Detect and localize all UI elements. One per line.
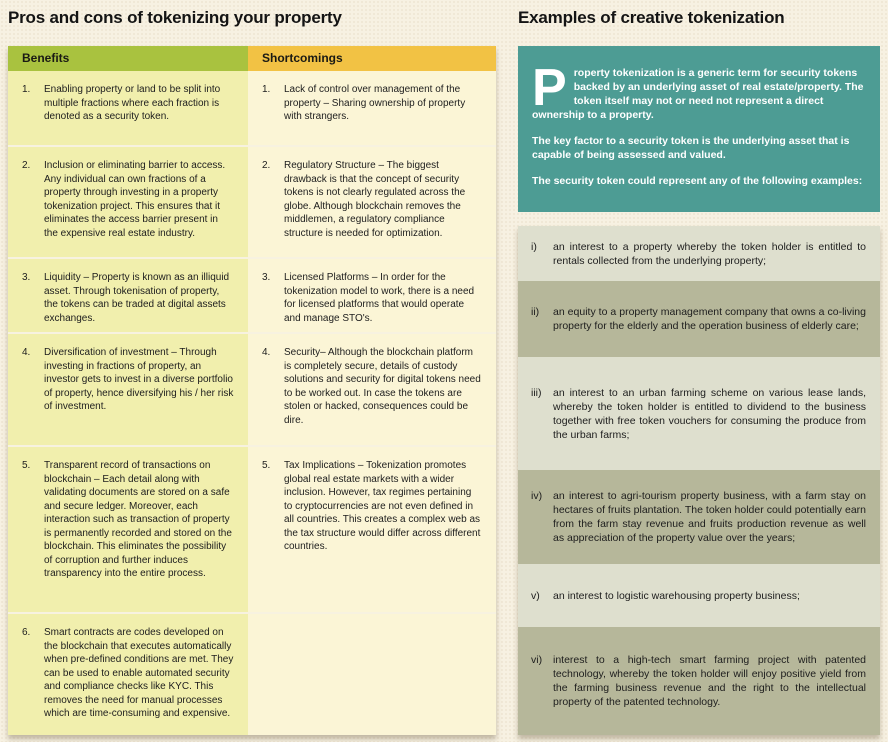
example-text: an interest to an urban farming scheme on various lease lands, whereby the token holder is entitled to dividend to the business together with free token vouchers for consuming the produce from the urban farms; [553, 386, 866, 441]
item-number: 6. [22, 627, 31, 638]
intro-card [518, 46, 880, 212]
item-number: 4. [262, 347, 271, 358]
item-number: 1. [262, 84, 271, 95]
shortcoming-cell [248, 71, 496, 145]
item-number: 4. [22, 347, 31, 358]
example-number: iv) [531, 490, 543, 502]
example-item [518, 627, 880, 735]
shortcoming-cell [248, 259, 496, 332]
example-number: v) [531, 589, 540, 602]
benefit-cell [8, 334, 248, 445]
table-row [8, 612, 496, 735]
benefits-header: Benefits [8, 46, 248, 71]
example-text: an equity to a property management company that owns a co-living property for the elderly and the operation business of elderly care; [553, 306, 866, 332]
item-number: 5. [262, 460, 271, 471]
item-number: 5. [22, 460, 31, 471]
item-number: 3. [22, 272, 31, 283]
table-row [8, 332, 496, 445]
item-number: 1. [22, 84, 31, 95]
examples-title: Examples of creative tokenization [518, 8, 785, 27]
benefit-text: Transparent record of transactions on blockchain – Each detail along with validating documents are stored on a safe and secure ledger. Moreover, each interaction such as transaction of property is permanently recorded and stored on the blockchain. This eliminates the possibility of corruption and further induces transparency into the entire process. [44, 460, 232, 579]
table-row [8, 71, 496, 145]
shortcoming-text: Licensed Platforms – In order for the tokenization model to work, there is a need for licensed platforms that would operate and manage STO's. [284, 272, 475, 324]
benefit-text: Smart contracts are codes developed on the blockchain that executes automatically when pre-defined conditions are met. They can be used to enable automated security and compliance checks like KYC. This removes the need for manual processes which are time-consuming and expensive. [44, 627, 234, 719]
benefit-text: Diversification of investment – Through investing in fractions of property, an investor gets to invest in a diverse portfolio of property, hence diversifying his / her risk of investment. [44, 347, 234, 412]
example-item [518, 564, 880, 627]
example-text: an interest to a property whereby the token holder is entitled to rentals collected from the underlying property; [553, 240, 866, 267]
example-text: an interest to logistic warehousing property business; [553, 589, 800, 602]
item-number: 2. [22, 160, 31, 171]
benefit-text: Inclusion or eliminating barrier to access. Any individual can own fractions of a property through investing in a property tokenization project. This ensures that it eliminates the access barrier present in the expensive real estate industry. [44, 160, 226, 239]
benefit-text: Liquidity – Property is known as an illiquid asset. Through tokenisation of property, the tokens can be traded at digital assets exchanges. [44, 272, 230, 324]
shortcoming-text: Lack of control over management of the property – Sharing ownership of property with strangers. [284, 84, 466, 122]
example-number: iii) [531, 386, 542, 399]
benefit-cell [8, 614, 248, 735]
example-item [518, 281, 880, 357]
benefit-cell [8, 147, 248, 257]
benefit-cell [8, 259, 248, 332]
example-number: ii) [531, 306, 540, 318]
example-text: interest to a high-tech smart farming project with patented technology, whereby the token holder will enjoy positive yield from the farming business revenue and the right to the intellectual property of the patented technology. [553, 654, 866, 708]
table-row [8, 257, 496, 332]
intro-paragraph-3: The security token could represent any of the following examples: [532, 175, 863, 187]
shortcomings-header: Shortcomings [248, 46, 496, 71]
example-number: vi) [531, 654, 543, 666]
pros-cons-title: Pros and cons of tokenizing your property [8, 8, 342, 27]
benefit-cell [8, 71, 248, 145]
example-item [518, 470, 880, 564]
intro-paragraph-1: roperty tokenization is a generic term for security tokens backed by an underlying asset of real estate/property. The token itself may not or need not represent a direct ownership to a property. [532, 67, 864, 121]
intro-paragraph-2: The key factor to a security token is the underlying asset that is capable of being assessed and valued. [532, 135, 850, 161]
table-row [8, 145, 496, 257]
example-text: an interest to agri-tourism property business, with a farm stay on hectares of fruits plantation. The token holder could potentially earn from the farm stay revenue and fruits production revenue as well as appreciation of the property value over the years; [553, 490, 866, 544]
example-item [518, 357, 880, 470]
item-number: 2. [262, 160, 271, 171]
shortcoming-text: Regulatory Structure – The biggest drawback is that the concept of security tokens is not clearly regulated across the globe. Although blockchain removes the middlemen, a regulatory compliance structure is needed for optimization. [284, 160, 466, 239]
shortcoming-cell [248, 334, 496, 445]
shortcoming-text: Security– Although the blockchain platform is completely secure, details of custody solutions and security for digital tokens need to be worked out. In case the tokens are stolen or hacked, consequences could be dire. [284, 347, 481, 426]
drop-cap: P [532, 59, 567, 117]
table-header-row [8, 46, 496, 71]
example-number: i) [531, 240, 537, 253]
shortcoming-cell [248, 614, 496, 735]
shortcoming-cell [248, 147, 496, 257]
benefit-cell [8, 447, 248, 612]
benefit-text: Enabling property or land to be split into multiple fractions where each fraction is denoted as a security token. [44, 84, 221, 122]
examples-list [518, 226, 880, 735]
example-item [518, 226, 880, 281]
pros-cons-table [8, 46, 496, 735]
shortcoming-cell [248, 447, 496, 612]
item-number: 3. [262, 272, 271, 283]
shortcoming-text: Tax Implications – Tokenization promotes global real estate markets with a wider inclusion. However, tax regimes pertaining to cryptocurrencies are not even defined in all countries. This creates a complex web as the tax structure would differ across different countries. [284, 460, 481, 552]
table-row [8, 445, 496, 612]
